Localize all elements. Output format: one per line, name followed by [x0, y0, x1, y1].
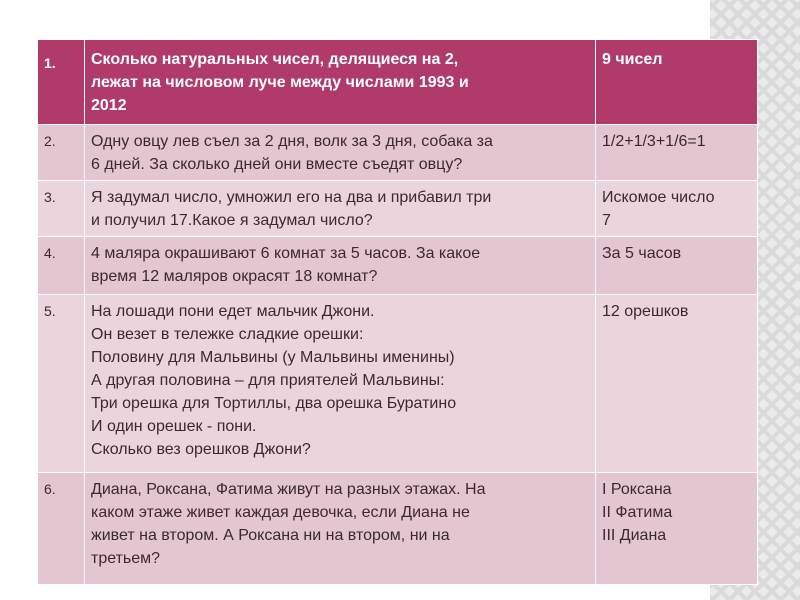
answer-text: За 5 часов — [596, 237, 758, 295]
answer-text: Искомое число 7 — [596, 181, 758, 237]
question-text: Я задумал число, умножил его на два и прибавил три и получил 17.Какое я задумал число? — [85, 181, 596, 237]
table-row — [38, 125, 758, 181]
question-number: 2. — [38, 125, 85, 181]
answer-text: I Роксана II Фатима III Диана — [596, 473, 758, 585]
answer-text: 12 орешков — [596, 295, 758, 473]
question-number: 4. — [38, 237, 85, 295]
question-number: 5. — [38, 295, 85, 473]
question-text: Диана, Роксана, Фатима живут на разных этажах. На каком этаже живет каждая девочка, если Диана не живет на втором. А Роксана ни на втором, ни на третьем? — [85, 473, 596, 585]
answer-text: 1/2+1/3+1/6=1 — [596, 125, 758, 181]
question-text: 4 маляра окрашивают 6 комнат за 5 часов. За какое время 12 маляров окрасят 18 комнат? — [85, 237, 596, 295]
table-row — [38, 237, 758, 295]
table-row — [38, 181, 758, 237]
quiz-table — [37, 39, 758, 585]
table-row — [38, 473, 758, 585]
question-number: 6. — [38, 473, 85, 585]
question-text: Сколько натуральных чисел, делящиеся на 2, лежат на числовом луче между числами 1993 и 2012 — [85, 40, 596, 125]
table-row — [38, 40, 758, 125]
question-number: 3. — [38, 181, 85, 237]
table-row — [38, 295, 758, 473]
question-text: Одну овцу лев съел за 2 дня, волк за 3 дня, собака за 6 дней. За сколько дней они вместе съедят овцу? — [85, 125, 596, 181]
question-number: 1. — [38, 40, 85, 125]
answer-text: 9 чисел — [596, 40, 758, 125]
question-text: На лошади пони едет мальчик Джони. Он везет в тележке сладкие орешки: Половину для Мальвины (у Мальвины именины) А другая половина – для приятелей Мальвины: Три орешка для Тортиллы, два орешка Буратино И один орешек - пони. Сколько вез орешков Джони? — [85, 295, 596, 473]
